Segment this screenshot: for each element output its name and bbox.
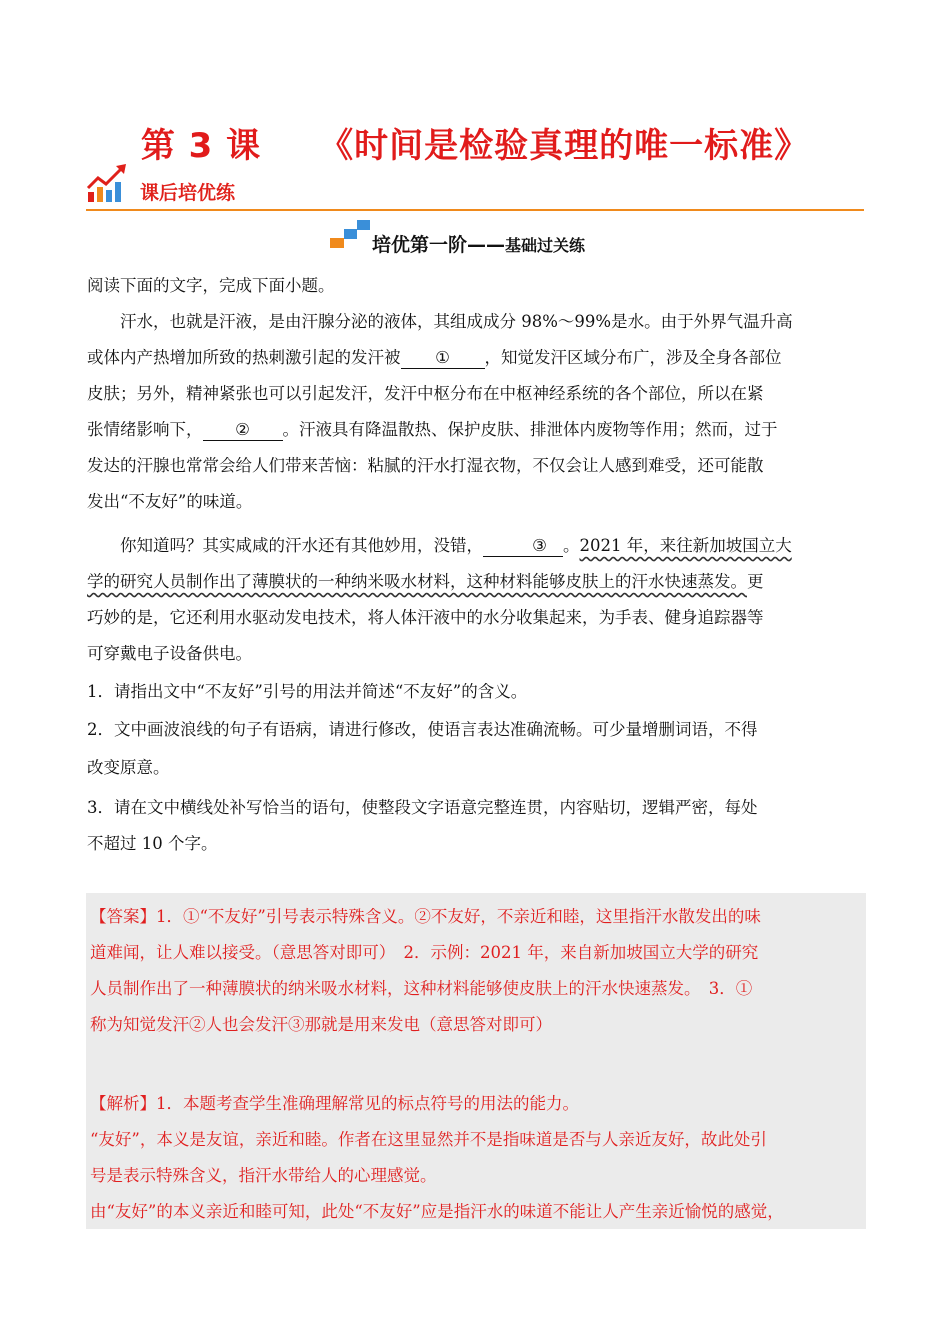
question-2-cont: 改变原意。 [87, 758, 170, 777]
question-2: 2．文中画波浪线的句子有语病，请进行修改，使语言表达准确流畅。可少量增删词语，不得 [87, 720, 758, 739]
answer-line: 称为知觉发汗②人也会发汗③那就是用来发电（意思答对即可） [90, 1015, 552, 1034]
level-tail: 基础过关练 [505, 236, 586, 255]
blank-3: ③ [483, 536, 563, 557]
passage-line: 可穿戴电子设备供电。 [87, 644, 252, 663]
answer-line: 人员制作出了一种薄膜状的纳米吸水材料，这种材料能够使皮肤上的汗水快速蒸发。 3．① [90, 979, 753, 998]
passage-text: 。 [563, 536, 580, 555]
passage-text: 更 [747, 572, 764, 591]
analysis-line: 【解析】1．本题考查学生准确理解常见的标点符号的用法的能力。 [90, 1094, 579, 1113]
intro-line: 阅读下面的文字，完成下面小题。 [87, 276, 335, 295]
passage-text: 你知道吗？其实咸咸的汗水还有其他妙用，没错， [120, 536, 483, 555]
section-label: 课后培优练 [140, 182, 236, 204]
lesson-number: 第 3 课 [140, 126, 262, 166]
passage-line [87, 528, 867, 564]
blank-1: ① [401, 348, 485, 369]
passage-text: 或体内产热增加所致的热刺激引起的发汗被 [87, 348, 401, 367]
analysis-line: 号是表示特殊含义，指汗水带给人的心理感觉。 [90, 1166, 437, 1185]
analysis-line: “友好”，本义是友谊，亲近和睦。作者在这里显然并不是指味道是否与人亲近友好，故此处引 [90, 1130, 767, 1149]
passage-line [87, 564, 867, 600]
question-3: 3．请在文中横线处补写恰当的语句，使整段文字语意完整连贯，内容贴切，逻辑严密，每处 [87, 798, 758, 817]
passage-text: ，知觉发汗区域分布广，涉及全身各部位 [484, 348, 782, 367]
orange-divider [86, 209, 864, 211]
answer-line: 【答案】1．①“不友好”引号表示特殊含义。②不友好，不亲近和睦，这里指汗水散发出的味 [90, 907, 761, 926]
level-name: 培优第一阶—— [372, 234, 506, 256]
analysis-line: 由“友好”的本义亲近和睦可知，此处“不友好”应是指汗水的味道不能让人产生亲近愉悦的感觉， [90, 1202, 784, 1221]
wavy-sentence: 学的研究人员制作出了薄膜状的一种纳米吸水材料，这种材料能够皮肤上的汗水快速蒸发。 [87, 572, 747, 591]
passage-line [87, 412, 867, 448]
answer-line: 道难闻，让人难以接受。（意思答对即可） 2．示例：2021 年，来自新加坡国立大学的研究 [90, 943, 759, 962]
passage-line: 发出“不友好”的味道。 [87, 492, 253, 511]
lesson-title: 《时间是检验真理的唯一标准》 [319, 126, 810, 166]
passage-line: 发达的汗腺也常常会给人们带来苦恼：粘腻的汗水打湿衣物，不仅会让人感到难受，还可能散 [87, 456, 764, 475]
passage-line: 皮肤；另外，精神紧张也可以引起发汗，发汗中枢分布在中枢神经系统的各个部位，所以在紧 [87, 384, 764, 403]
passage-text: 张情绪影响下， [87, 420, 203, 439]
passage-text: 。汗液具有降温散热、保护皮肤、排泄体内废物等作用；然而，过于 [282, 420, 778, 439]
rising-chart-icon [86, 162, 130, 206]
question-1: 1．请指出文中“不友好”引号的用法并简述“不友好”的含义。 [87, 682, 528, 701]
passage-line: 巧妙的是，它还利用水驱动发电技术，将人体汗液中的水分收集起来，为手表、健身追踪器等 [87, 608, 764, 627]
question-3-cont: 不超过 10 个字。 [87, 834, 218, 853]
stairs-icon [330, 220, 370, 248]
passage-line [87, 340, 867, 376]
blank-2: ② [203, 420, 283, 441]
wavy-sentence: 2021 年，来往新加坡国立大 [579, 536, 792, 555]
page-title [0, 118, 950, 167]
passage-line: 汗水，也就是汗液，是由汗腺分泌的液体，其组成成分 98%～99%是水。由于外界气温升高 [120, 312, 793, 331]
level-heading [372, 230, 585, 257]
